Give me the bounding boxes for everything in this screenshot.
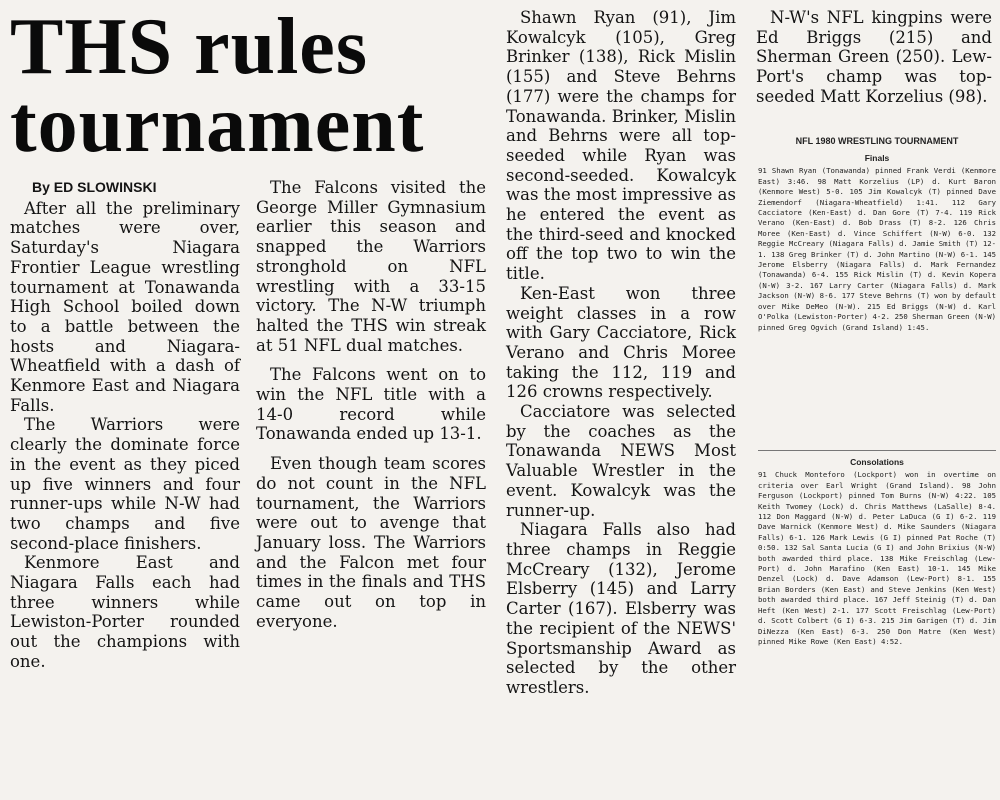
article-column-1: [10, 178, 240, 672]
paragraph: After all the preliminary matches were over, Saturday's Niagara Frontier League wrestling tournament at Tonawanda High School boiled down to a battle between the hosts and Niagara-Wheatfield with a dash of Kenmore East and Niagara Falls.: [10, 198, 240, 415]
paragraph: The Falcons went on to win the NFL title with a 14-0 record while Tonawanda ended up 13-1.: [256, 365, 486, 444]
paragraph: The Warriors were clearly the dominate force in the event as they piced up five winners and four runner-ups while N-W had two champs and five second-place finishers.: [10, 415, 240, 553]
consolations-label: Consolations: [850, 457, 904, 467]
consolations-results: 91 Chuck Monteforo (Lockport) won in overtime on criteria over Earl Wright (Grand Island). 98 John Ferguson (Lockport) pinned Tom Burns (N-W) 4:22. 105 Keith Twomey (Lock) d. Chris Matthews (LaSalle) 8-4. 112 Don Maggard (N-W) d. Peter LaDuca (G I) 6-2. 119 Dave Warnick (Kenmore West) d. Mike Saunders (Niagara Falls) 6-1. 126 Mark Lewis (G I) pinned Pat Roche (T) 0:50. 132 Sal Santa Lucia (G I) and John Brixius (N-W) both awarded third place. 138 Mike Freischlag (Lew-Port) d. John Marafino (Ken East) 10-1. 145 Mike Denzel (Lock) d. Dave Adamson (Lew-Port) 8-1. 155 Brian Borders (Ken East) and Steve Jenkins (Ken West) both awarded third place. 167 Jeff Steinig (T) d. Dan Heft (Ken West) 2-1. 177 Scott Freischlag (Lew-Port) d. Scott Colbert (G I) 6-3. 215 Jim Garigen (T) d. Jim DiNezza (Ken East) 6-3. 250 Don Matre (Ken West) pinned Mike Rowe (Ken East) 4:52.: [758, 470, 996, 646]
paragraph: Cacciatore was selected by the coaches as the Tonawanda NEWS Most Valuable Wrestler in the event. Kowalcyk was the runner-up.: [506, 402, 736, 520]
article-column-2: [256, 178, 486, 631]
finals-results: 91 Shawn Ryan (Tonawanda) pinned Frank Verdi (Kenmore East) 3:46. 98 Matt Korzelius (LP) d. Kurt Baron (Kenmore West) 5-0. 105 Jim Kowalcyk (T) pinned Dave Ziemendorf (Niagara-Wheatfield) 1:41. 112 Gary Cacciatore (Ken-East) d. Dan Gore (T) 7-4. 119 Rick Verano (Ken-East) d. Bob Drass (T) 8-2. 126 Chris Moree (Ken-East) d. Vince Schiffert (N-W) 6-0. 132 Reggie McCreary (Niagara Falls) d. Jamie Smith (T) 12-1. 138 Greg Brinker (T) d. John Martino (N-W) 6-1. 145 Jerome Elsberry (Niagara Falls) d. Mark Fernandez (Tonawanda) 6-4. 155 Rick Mislin (T) d. Kevin Kopera (N-W) 3-2. 167 Larry Carter (Niagara Falls) d. Mark Jackson (N-W) 8-6. 177 Steve Behrns (T) won by default over Mike DeMeo (N-W). 215 Ed Briggs (N-W) d. Karl O'Polka (Lewiston-Porter) 4-2. 250 Sherman Green (N-W) pinned Greg Ogvich (Grand Island) 1:45.: [758, 166, 996, 332]
paragraph: N-W's NFL kingpins were Ed Briggs (215) and Sherman Green (250). Lew-Port's champ was top-seeded Matt Korzelius (98).: [756, 8, 992, 106]
article-column-4: [756, 8, 992, 107]
paragraph: Niagara Falls also had three champs in Reggie McCreary (132), Jerome Elsberry (145) and Larry Carter (167). Elsberry was the recipient of the NEWS' Sportsmanship Award as selected by the other wrestlers.: [506, 520, 736, 697]
byline: By ED SLOWINSKI: [32, 179, 157, 195]
finals-label: Finals: [864, 153, 890, 163]
results-title: NFL 1980 WRESTLING TOURNAMENT: [795, 136, 959, 146]
headline: THS rules tournament: [10, 3, 425, 169]
article-column-3: [506, 8, 736, 698]
paragraph: Even though team scores do not count in the NFL tournament, the Warriors were out to avenge that January loss. The Warriors and the Falcon met four times in the finals and THS came out on top in everyone.: [256, 454, 486, 631]
paragraph: The Falcons visited the George Miller Gymnasium earlier this season and snapped the Warriors stronghold on NFL wrestling with a 33-15 victory. The N-W triumph halted the THS win streak at 51 NFL dual matches.: [256, 178, 486, 355]
results-consolations-box: [758, 450, 996, 647]
paragraph: Kenmore East and Niagara Falls each had three winners while Lewiston-Porter rounded out the champions with one.: [10, 553, 240, 671]
results-finals-box: [758, 136, 996, 333]
paragraph: Ken-East won three weight classes in a row with Gary Cacciatore, Rick Verano and Chris Moree taking the 112, 119 and 126 crowns respectively.: [506, 283, 736, 402]
paragraph: Shawn Ryan (91), Jim Kowalcyk (105), Greg Brinker (138), Rick Mislin (155) and Steve Behrns (177) were the champs for Tonawanda. Brinker, Mislin and Behrns were all top-seeded while Ryan was second-seeded. Kowalcyk was the most impressive as he entered the event as the third-seed and knocked off the top two to win the title.: [506, 8, 736, 284]
